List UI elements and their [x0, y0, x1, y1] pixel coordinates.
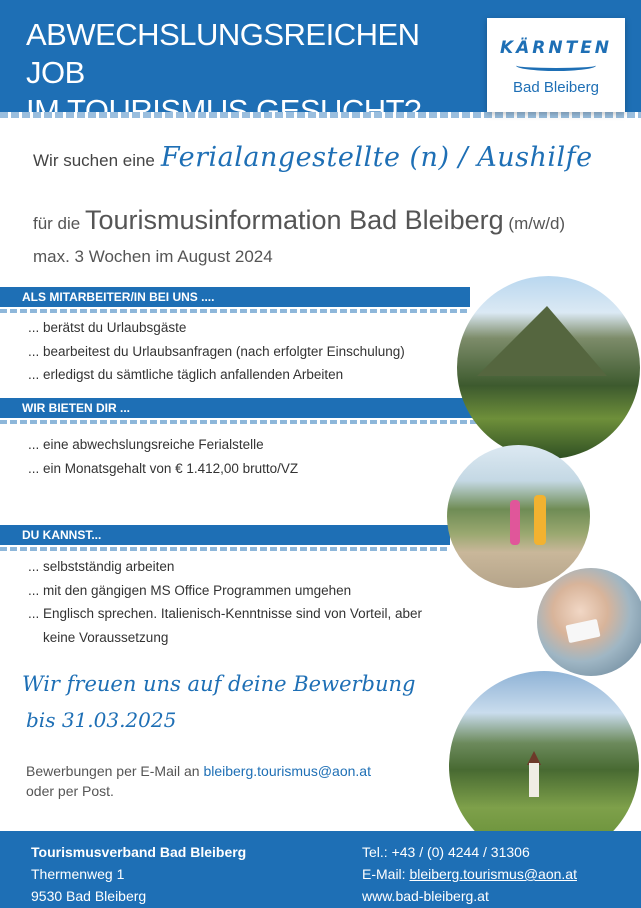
list-item: ... ein Monatsgehalt von € 1.412,00 brutto/VZ — [28, 460, 299, 476]
section-list-offer — [28, 433, 298, 480]
list-item: ... selbstständig arbeiten — [28, 559, 175, 574]
footer-phone: Tel.: +43 / (0) 4244 / 31306 — [362, 844, 530, 860]
list-item: ... erledigst du sämtliche täglich anfallenden Arbeiten — [28, 367, 344, 382]
footer-contact — [362, 841, 577, 907]
mountain-valley-photo — [457, 276, 640, 459]
list-item: ... mit den gängigen MS Office Programmen umgehen — [28, 582, 352, 598]
position-title: Ferialangestellte (n) / Aushilfe — [160, 142, 593, 173]
section-list-skills — [28, 555, 422, 649]
hikers-photo — [447, 445, 590, 588]
footer — [0, 831, 641, 908]
list-item: ... bearbeitest du Urlaubsanfragen (nach erfolgter Einschulung) — [28, 343, 405, 359]
apply-email-link[interactable]: bleiberg.tourismus@aon.at — [203, 763, 371, 779]
employer-line — [33, 205, 565, 236]
logo-place: Bad Bleiberg — [513, 79, 599, 96]
header-stripe — [0, 112, 641, 118]
footer-street: Thermenweg 1 — [31, 866, 125, 882]
employer-prefix: für die — [33, 214, 81, 233]
section-list-tasks — [28, 316, 405, 387]
gender-note: (m/w/d) — [508, 214, 566, 233]
kaernten-logo — [487, 18, 625, 112]
footer-email-label: E-Mail: — [362, 866, 406, 882]
footer-email-link[interactable]: bleiberg.tourismus@aon.at — [409, 866, 577, 882]
employer-name: Tourismusinformation Bad Bleiberg — [84, 205, 504, 235]
section-bar-offer — [0, 398, 485, 418]
section-title: ALS MITARBEITER/IN BEI UNS .... — [22, 290, 215, 304]
footer-email-line — [362, 863, 577, 885]
list-item: ... berätst du Urlaubsgäste — [28, 320, 187, 335]
section-title: DU KANNST... — [22, 528, 102, 542]
deadline-line: bis 31.03.2025 — [26, 708, 177, 732]
period-line: max. 3 Wochen im August 2024 — [33, 247, 273, 266]
logo-brand: KÄRNTEN — [499, 38, 613, 58]
section-title: WIR BIETEN DIR ... — [22, 401, 130, 415]
footer-city: 9530 Bad Bleiberg — [31, 888, 147, 904]
thanks-line: Wir freuen uns auf deine Bewerbung — [22, 672, 416, 696]
apply-post: oder per Post. — [26, 783, 114, 799]
list-item: ... eine abwechslungsreiche Ferialstelle — [28, 437, 264, 452]
logo-swoosh-icon — [516, 60, 596, 71]
footer-address — [31, 841, 246, 907]
footer-web[interactable]: www.bad-bleiberg.at — [362, 888, 489, 904]
section-bar-tasks — [0, 287, 470, 307]
intro-prefix: Wir suchen eine — [33, 151, 155, 170]
application-info — [26, 761, 371, 801]
page-headline: ABWECHSLUNGSREICHEN JOB IM TOURISMUS GESUCHT? — [26, 17, 421, 128]
footer-org: Tourismusverband Bad Bleiberg — [31, 844, 247, 860]
tourist-info-photo — [537, 568, 641, 676]
list-item: ... Englisch sprechen. Italienisch-Kenntnisse sind von Vorteil, aber — [28, 606, 422, 621]
list-item-continuation: keine Voraussetzung — [43, 629, 169, 645]
intro-line — [33, 142, 593, 173]
section-bar-skills — [0, 525, 450, 545]
apply-prefix: Bewerbungen per E-Mail an — [26, 763, 200, 779]
